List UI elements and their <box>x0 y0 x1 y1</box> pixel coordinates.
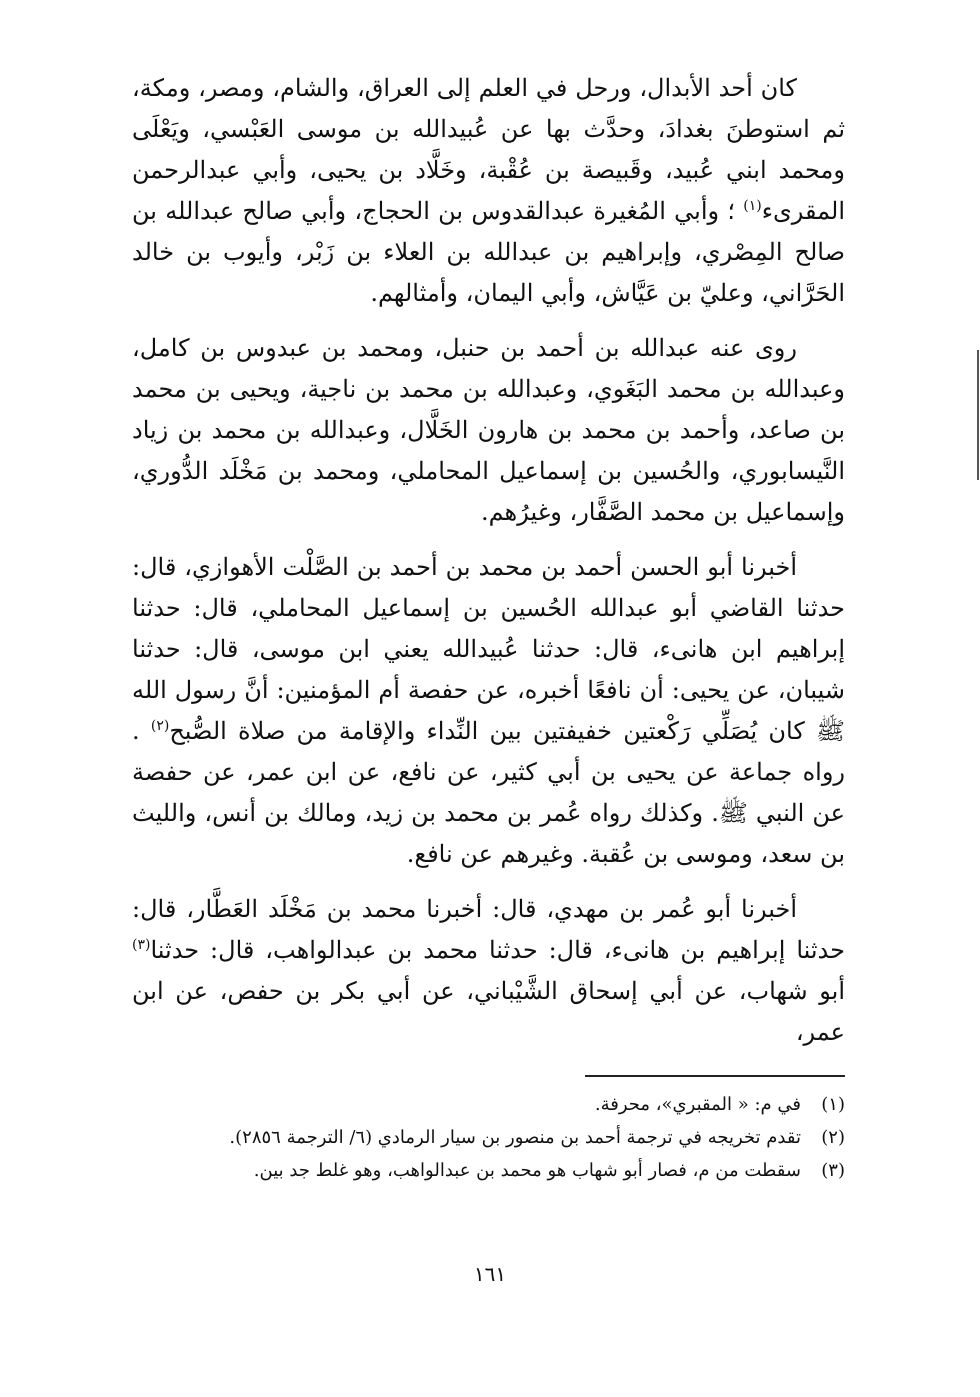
paragraph-hadith-1 <box>132 547 845 875</box>
footnote-marker-2: (٢) <box>150 718 170 734</box>
paragraph-text-continued: . رواه جماعة عن يحيى بن أبي كثير، عن نافع، عن ابن عمر، عن حفصة عن النبي ﷺ. وكذلك رواه عُمر بن محمد بن زيد، ومالك بن أنس، والليث بن سعد، وموسى بن عُقبة. وغيرهم عن نافع. <box>132 717 845 868</box>
footnote-number: (٢) <box>821 1127 845 1148</box>
paragraph-text: كان أحد الأبدال، ورحل في العلم إلى العراق، والشام، ومصر، ومكة، ثم استوطنَ بغدادَ، وحدَّث بها عن عُبيدالله بن موسى العَبْسي، ويَعْلَى ومحمد ابني عُبيد، وقَبيصة بن عُقْبة، وخَلَّاد بن يحيى، وأبي عبدالرحمن المقرىء <box>132 74 846 225</box>
paragraph-text: أخبرنا أبو الحسن أحمد بن محمد بن أحمد بن الصَّلْت الأهوازي، قال: حدثنا القاضي أبو عبدالله الحُسين بن إسماعيل المحاملي، قال: حدثنا إبراهيم ابن هانىء، قال: حدثنا عُبيدالله يعني ابن موسى، قال: حدثنا شيبان، عن يحيى: أن نافعًا أخبره، عن حفصة أم المؤمنين: أنَّ رسول الله ﷺ كان يُصَلِّي رَكْعتين خفيفتين بين النِّداء والإقامة من صلاة الصُّبح <box>132 553 845 745</box>
footnote-marker-3: (٣) <box>132 937 151 953</box>
paragraph-narrators <box>132 328 845 533</box>
footnote-text: في م: « المقبري»، محرفة. <box>594 1094 801 1115</box>
footnotes <box>132 1088 845 1187</box>
footnote-2 <box>132 1121 845 1154</box>
footnote-3 <box>132 1154 845 1187</box>
scan-edge-mark <box>977 350 979 480</box>
main-text <box>132 68 845 1067</box>
paragraph-text-continued: ؛ وأبي المُغيرة عبدالقدوس بن الحجاج، وأبي صالح عبدالله بن صالح المِصْري، وإبراهيم بن عبدالله بن العلاء بن زَبْر، وأيوب بن خالد الحَرَّاني، وعليّ بن عَيَّاش، وأبي اليمان، وأمثالهم. <box>132 197 845 307</box>
footnote-number: (١) <box>821 1094 845 1115</box>
paragraph-text-continued: أبو شهاب، عن أبي إسحاق الشَّيْباني، عن أبي بكر بن حفص، عن ابن عمر، <box>132 977 845 1046</box>
paragraph-text: روى عنه عبدالله بن أحمد بن حنبل، ومحمد بن عبدوس بن كامل، وعبدالله بن محمد البَغَوي، وعبدالله بن محمد بن ناجية، ويحيى بن محمد بن صاعد، وأحمد بن محمد بن هارون الخَلَّال، وعبدالله بن محمد بن زياد النَّيسابوري، والحُسين بن إسماعيل المحاملي، ومحمد بن مَخْلَد الدُّوري، وإسماعيل بن محمد الصَّفَّار، وغيرُهم. <box>132 334 845 526</box>
footnote-text: سقطت من م، فصار أبو شهاب هو محمد بن عبدالواهب، وهو غلط جد بين. <box>253 1160 801 1181</box>
footnote-marker-1: (١) <box>743 198 762 214</box>
footnote-text: تقدم تخريجه في ترجمة أحمد بن منصور بن سيار الرمادي (٦/ الترجمة ٢٨٥٦). <box>229 1127 801 1148</box>
paragraph-biography <box>132 68 845 314</box>
footnote-1 <box>132 1088 845 1121</box>
paragraph-text: أخبرنا أبو عُمر بن مهدي، قال: أخبرنا محمد بن مَخْلَد العَطَّار، قال: حدثنا إبراهيم بن هانىء، قال: حدثنا محمد بن عبدالواهب، قال: حدثنا <box>132 895 845 964</box>
paragraph-hadith-2 <box>132 889 845 1053</box>
page-number: ١٦١ <box>473 1262 507 1286</box>
footnote-number: (٣) <box>821 1160 845 1181</box>
footnote-divider <box>585 1075 845 1077</box>
